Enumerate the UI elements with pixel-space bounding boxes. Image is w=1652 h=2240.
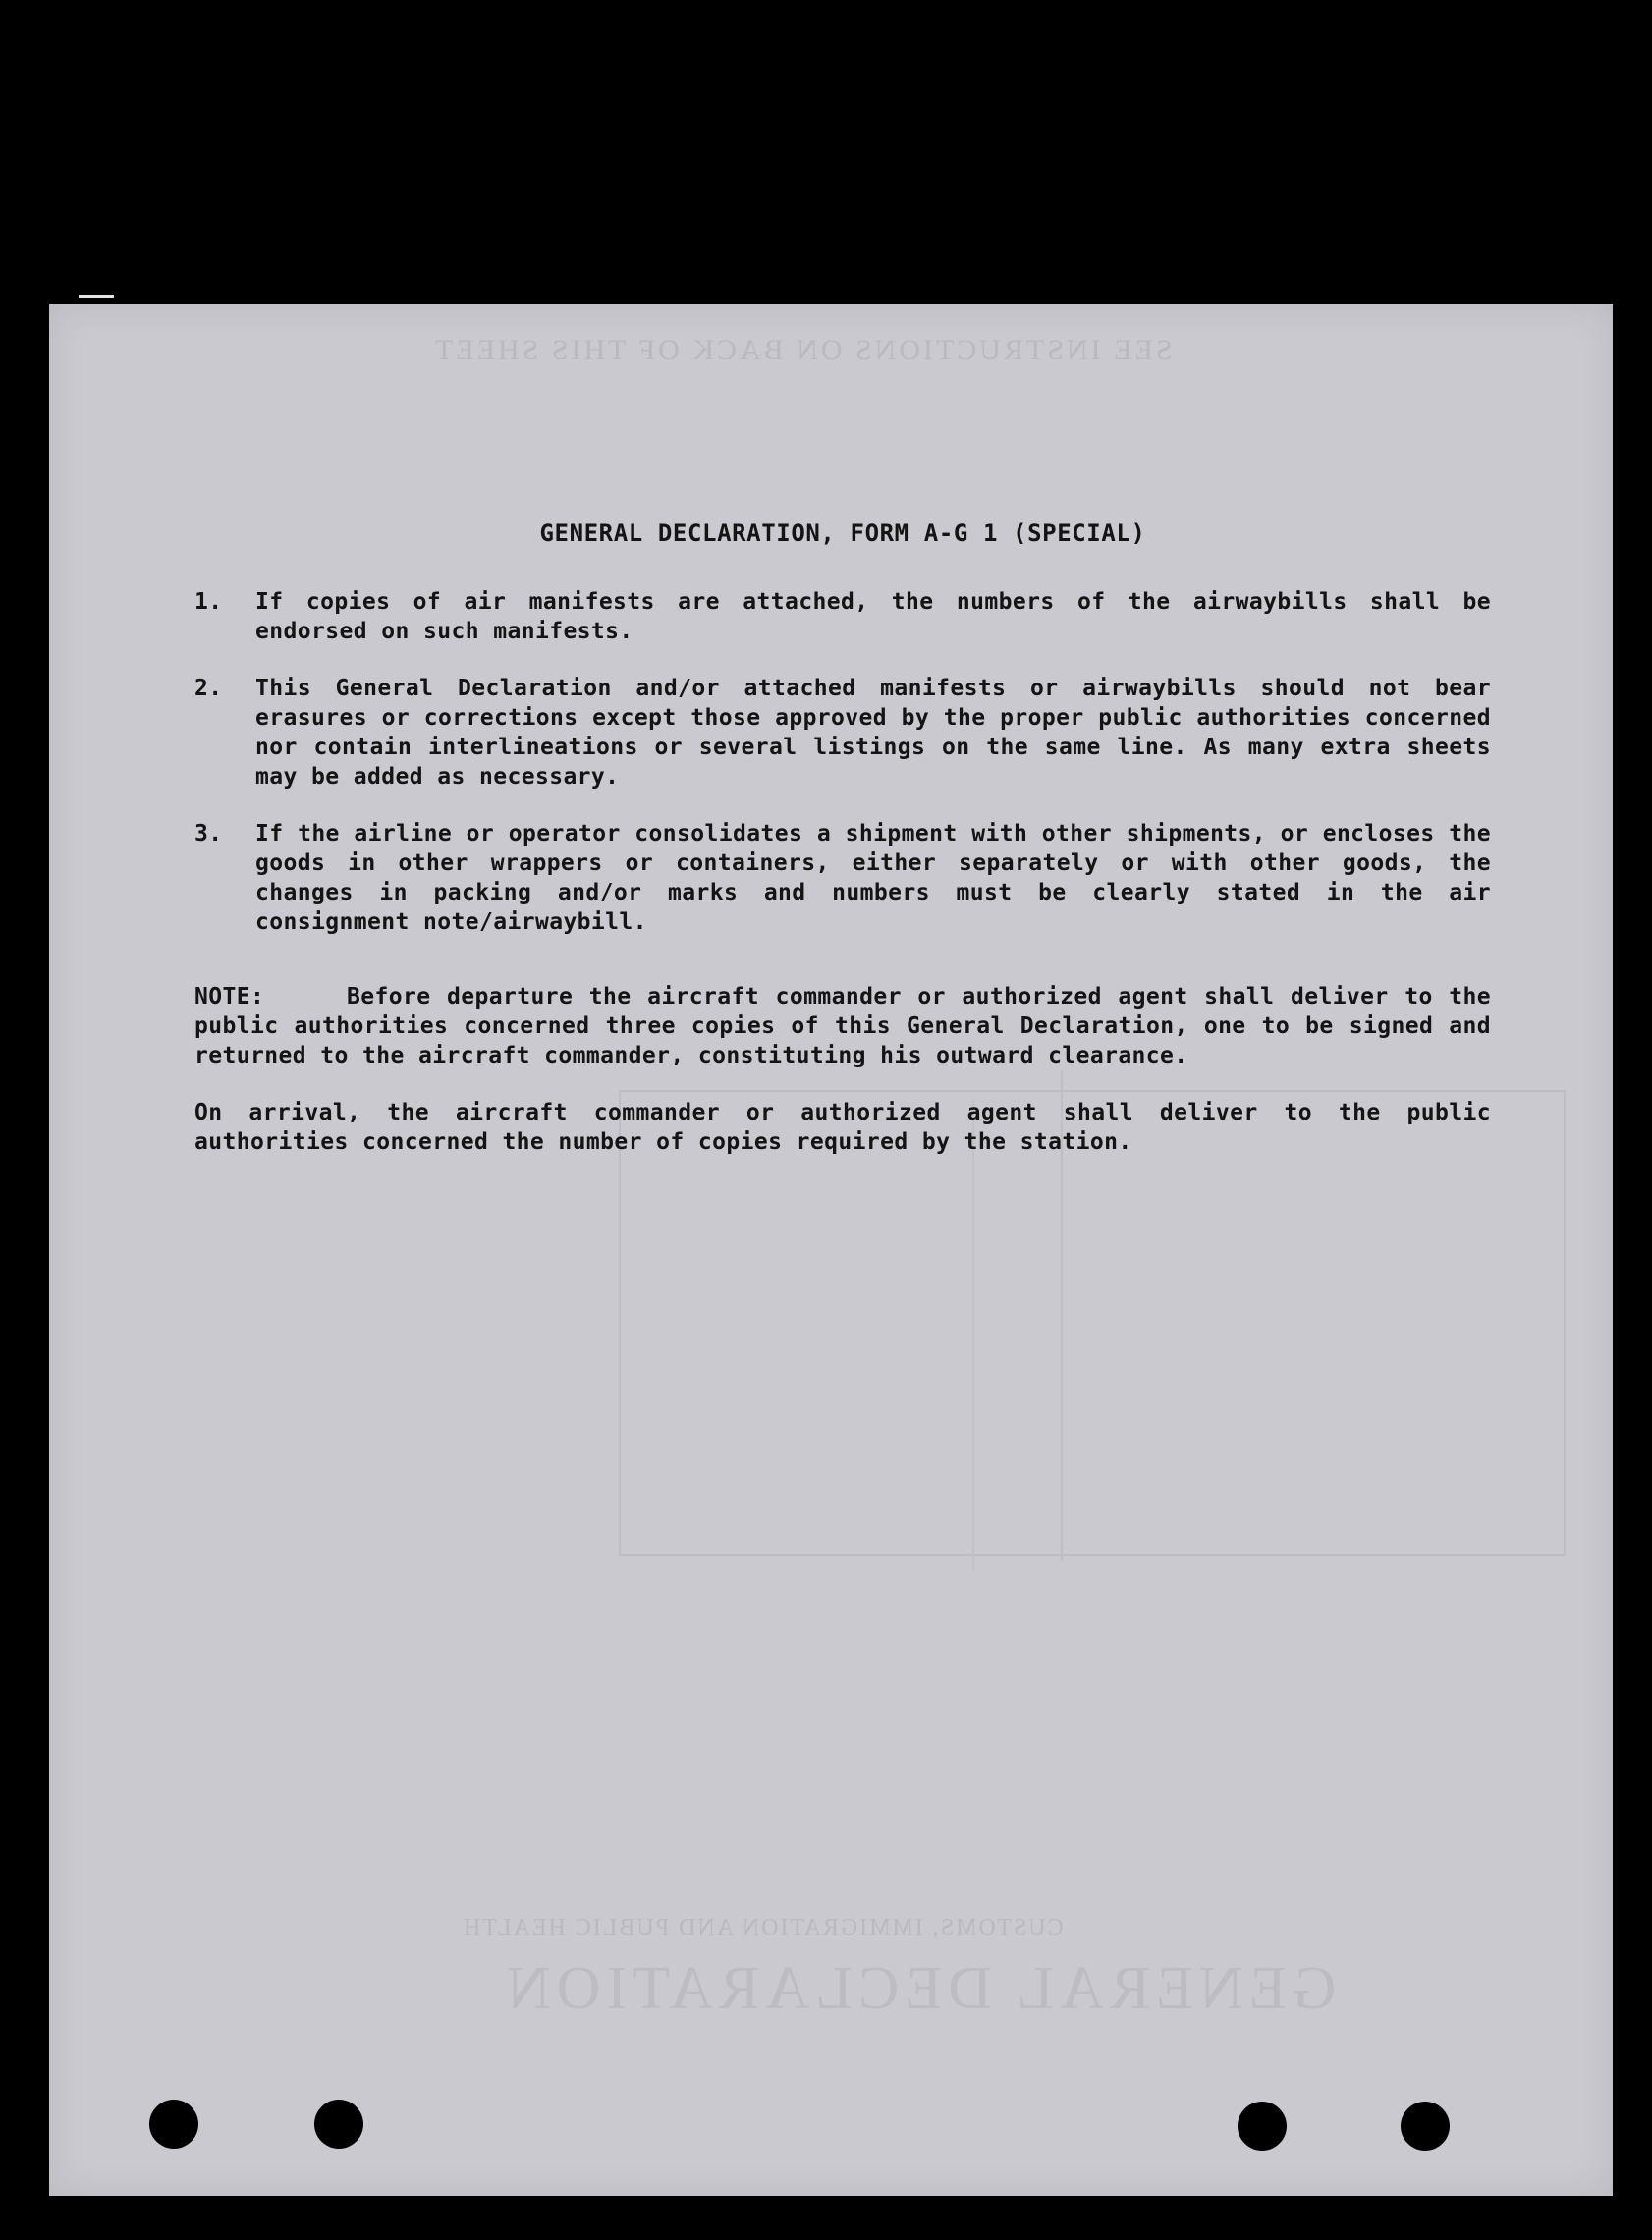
note-label: NOTE: (194, 984, 265, 1010)
punch-hole (1238, 2102, 1287, 2151)
note-text: Before departure the aircraft commander or authorized agent shall deliver to the public authorities concerned three copies of this General Declaration, one to be signed and returned to the aircraft commander, constituting his outward clearance. (194, 984, 1491, 1068)
item-number: 1. (194, 589, 223, 615)
document-sheet (49, 304, 1613, 2196)
page-title: GENERAL DECLARATION, FORM A-G 1 (SPECIAL) (539, 519, 1146, 547)
bleed-through-subtitle: CUSTOMS, IMMIGRATION AND PUBLIC HEALTH (462, 1915, 1064, 1940)
item-text: If copies of air manifests are attached, the numbers of the airwaybills shall be endorsed on such manifests. (255, 589, 1491, 644)
item-number: 3. (194, 821, 223, 847)
instruction-item (194, 819, 1491, 937)
item-text: If the airline or operator consolidates a shipment with other shipments, or encloses the goods in other wrappers or containers, either separately or with other goods, the changes in packing and/or marks and numbers must be clearly stated in the air consignment note/airwaybill. (255, 821, 1491, 935)
bleed-through-header: SEE INSTRUCTIONS ON BACK OF THIS SHEET (432, 334, 1173, 366)
note-paragraph (194, 982, 1491, 1070)
edge-scratch (79, 295, 114, 298)
arrival-paragraph: On arrival, the aircraft commander or authorized agent shall deliver to the public authorities concerned the number of copies required by the station. (194, 1100, 1491, 1155)
instructions-body (194, 519, 1491, 1157)
bleed-through-rule (972, 1100, 974, 1571)
instruction-item (194, 674, 1491, 792)
punch-hole (149, 2100, 198, 2149)
bleed-through-table (619, 1090, 1566, 1556)
item-text: This General Declaration and/or attached manifests or airwaybills should not bear erasures or corrections except those approved by the proper public authorities concerned nor contain interlineations or several listings on the same line. As many extra sheets may be added as necessary. (255, 676, 1491, 790)
bleed-through-title: GENERAL DECLARATION (501, 1955, 1337, 2022)
instruction-item (194, 587, 1491, 646)
punch-hole (1401, 2102, 1450, 2151)
item-number: 2. (194, 676, 223, 701)
punch-hole (314, 2100, 363, 2149)
